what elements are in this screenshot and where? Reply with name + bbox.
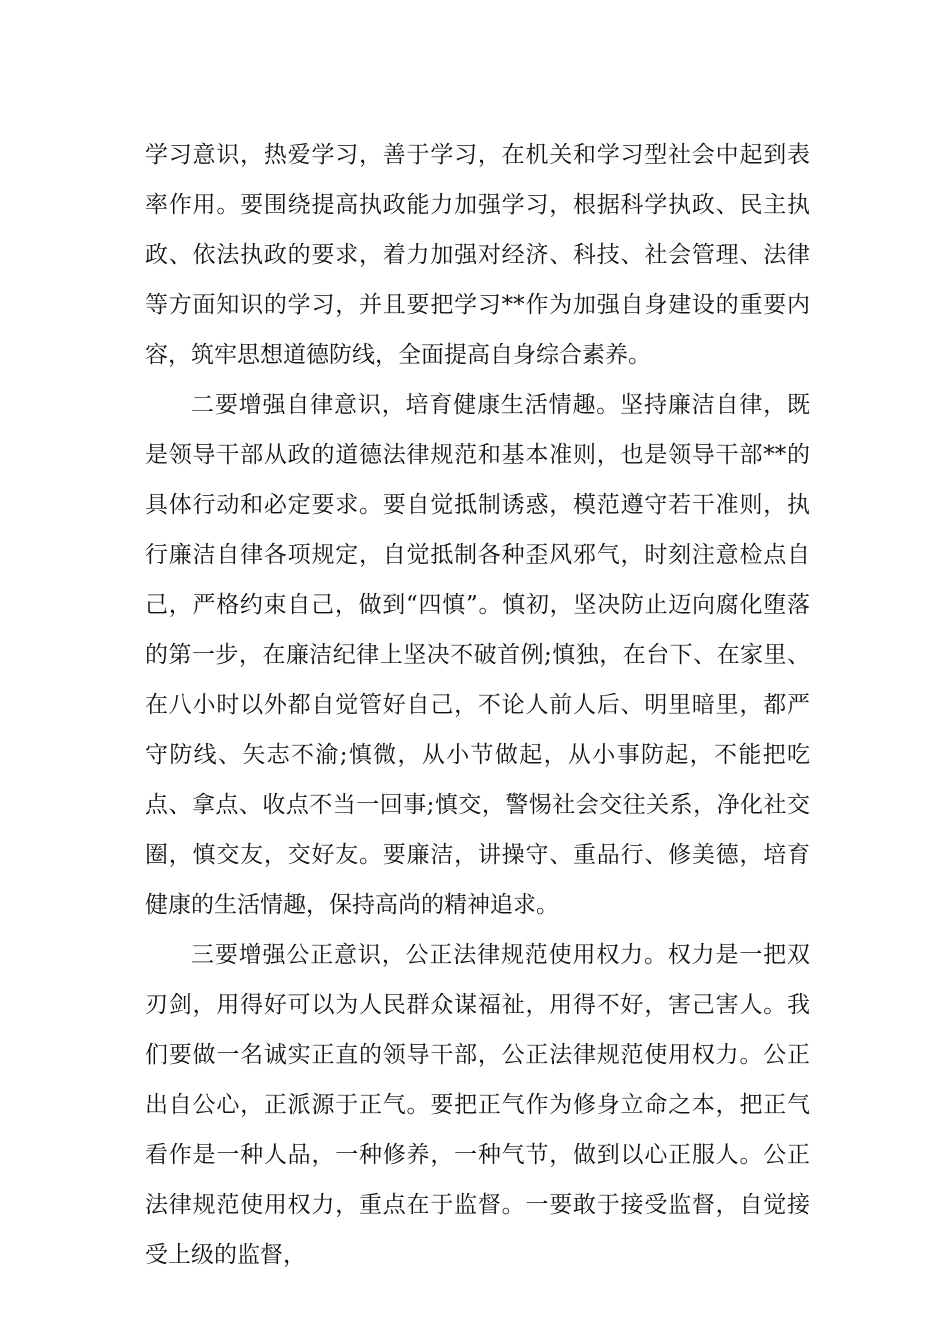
paragraph-1: 学习意识，热爱学习，善于学习，在机关和学习型社会中起到表率作用。要围绕提高执政能力加强学习，根据科学执政、民主执政、依法执政的要求，着力加强对经济、科技、社会管理、法律等方面知识的学习，并且要把学习**作为加强自身建设的重要内容，筑牢思想道德防线，全面提高自身综合素养。: [145, 142, 810, 368]
paragraph-3: 三要增强公正意识，公正法律规范使用权力。权力是一把双刃剑，用得好可以为人民群众谋福祉，用得不好，害己害人。我们要做一名诚实正直的领导干部，公正法律规范使用权力。公正出自公心，正派源于正气。要把正气作为修身立命之本，把正气看作是一种人品，一种修养，一种气节，做到以心正服人。公正法律规范使用权力，重点在于监督。一要敢于接受监督，自觉接受上级的监督，: [145, 942, 810, 1268]
paragraph-2: 二要增强自律意识，培育健康生活情趣。坚持廉洁自律，既是领导干部从政的道德法律规范和基本准则，也是领导干部**的具体行动和必定要求。要自觉抵制诱惑，模范遵守若干准则，执行廉洁自律各项规定，自觉抵制各种歪风邪气，时刻注意检点自己，严格约束自己，做到“四慎”。慎初，坚决防止迈向腐化堕落的第一步，在廉洁纪律上坚决不破首例;慎独，在台下、在家里、在八小时以外都自觉管好自己，不论人前人后、明里暗里，都严守防线、矢志不渝;慎微，从小节做起，从小事防起，不能把吃点、拿点、收点不当一回事;慎交，警惕社会交往关系，净化社交圈，慎交友，交好友。要廉洁，讲操守、重品行、修美德，培育健康的生活情趣，保持高尚的精神追求。: [145, 392, 810, 918]
body-text: [145, 130, 810, 1280]
